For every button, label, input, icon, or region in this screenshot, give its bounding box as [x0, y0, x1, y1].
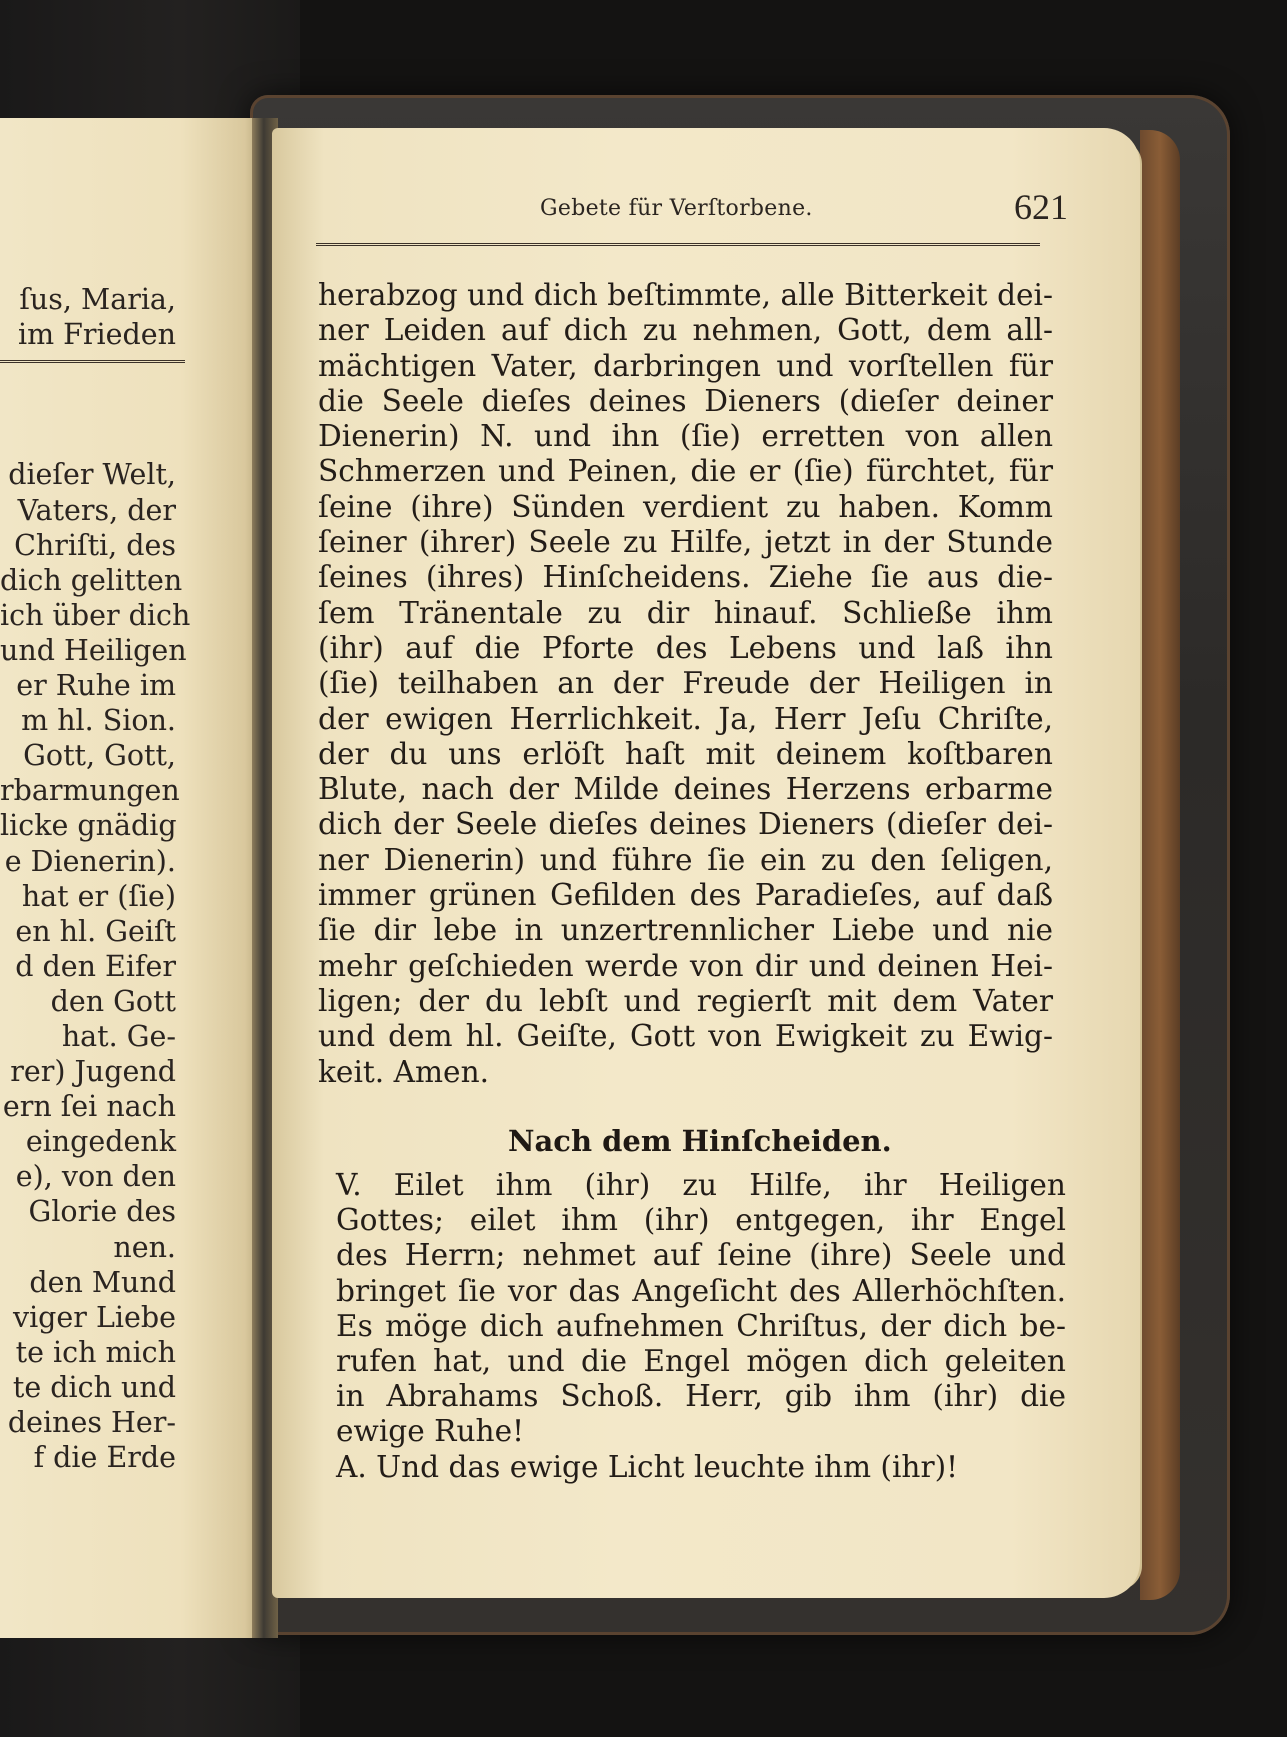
left-page-line: ern ſei nach — [2, 1090, 176, 1124]
paragraph-line: herabzog und dich beſtimmte, alle Bitterkeit dei- — [318, 278, 1053, 312]
left-page-line: m hl. Sion. — [21, 704, 176, 738]
left-page-line: ich über dich — [0, 598, 191, 632]
left-page-line: dich gelitten — [0, 563, 183, 597]
left-page-text — [0, 282, 191, 1475]
left-page-line: und Heiligen — [0, 633, 187, 667]
left-page-line: er Ruhe im — [16, 669, 176, 703]
left-page-line: viger Liebe — [12, 1300, 176, 1334]
running-head-rule — [316, 243, 1040, 246]
paragraph-line: ner Dienerin) und führe ſie ein zu den ſeligen, — [318, 842, 1053, 877]
paragraph-line: keit. Amen. — [318, 1054, 490, 1089]
left-page-line: Vaters, der — [17, 493, 176, 527]
paragraph-line: Dienerin) N. und ihn (ſie) erretten von allen — [318, 419, 1053, 454]
left-page-line: e Dienerin). — [4, 844, 176, 878]
paragraph-line: immer grünen Gefilden des Paradieſes, auf daß — [318, 878, 1053, 913]
section-line: in Abrahams Schoß. Herr, gib ihm (ihr) die — [336, 1379, 1066, 1414]
section-line: Gottes; eilet ihm (ihr) entgegen, ihr Engel — [336, 1203, 1066, 1238]
paragraph-line: ſem Tränentale zu dir hinauf. Schließe ihm — [318, 595, 1053, 630]
paragraph-line: die Seele dieſes deines Dieners (dieſer deiner — [318, 383, 1053, 418]
section-title: Nach dem Hinſcheiden. — [508, 1124, 892, 1158]
paragraph-line: ſeiner (ihrer) Seele zu Hilfe, jetzt in der Stunde — [318, 525, 1053, 560]
paragraph-line: ſie dir lebe in unzertrennlicher Liebe und nie — [318, 913, 1053, 948]
left-page-line: den Gott — [50, 984, 176, 1018]
paragraph-line: ſeine (ihre) Sünden verdient zu haben. Komm — [318, 489, 1053, 524]
paragraph-line: Blute, nach der Milde deines Herzens erbarme — [318, 772, 1053, 807]
paragraph-line: ner Leiden auf dich zu nehmen, Gott, dem all- — [318, 313, 1053, 348]
section-line: bringet ſie vor das Angeſicht des Allerhöchſten. — [336, 1273, 1066, 1308]
left-page-line — [0, 387, 176, 422]
prayer-paragraph — [318, 278, 1053, 1090]
left-page-line: im Frieden — [17, 318, 176, 352]
section-line: rufen hat, und die Engel mögen dich geleiten — [336, 1344, 1066, 1379]
section-line: Es möge dich aufnehmen Chriſtus, der dich be- — [336, 1308, 1066, 1343]
left-page-line: licke gnädig — [0, 809, 177, 843]
left-page-line: te dich und — [12, 1370, 176, 1404]
left-page-line: Chriſti, des — [14, 528, 176, 562]
left-page-line: den Mund — [29, 1265, 176, 1299]
left-page-line: dieſer Welt, — [8, 458, 176, 492]
paragraph-line: der du uns erlöſt haſt mit deinem koſtbaren — [318, 736, 1053, 771]
section-line: ewige Ruhe! — [336, 1414, 524, 1449]
left-page-line — [0, 422, 176, 457]
page-number: 621 — [1014, 187, 1068, 227]
left-page-line: f die Erde — [33, 1441, 176, 1475]
paragraph-line: (ihr) auf die Pforte des Lebens und laß ihn — [318, 630, 1053, 665]
section-line: V. Eilet ihm (ihr) zu Hilfe, ihr Heiligen — [336, 1168, 1066, 1202]
left-page-line: en hl. Geiſt — [15, 914, 176, 948]
paragraph-line: mehr geſchieden werde von dir und deinen Hei- — [318, 948, 1053, 983]
left-page-line: d den Eifer — [15, 949, 176, 983]
paragraph-line: ſeines (ihres) Hinſcheidens. Ziehe ſie aus die- — [318, 560, 1053, 595]
section-line: A. Und das ewige Licht leuchte ihm (ihr)! — [336, 1449, 959, 1484]
paragraph-line: Schmerzen und Peinen, die er (ſie) fürchtet, für — [318, 454, 1053, 489]
left-page-line: deines Her- — [7, 1406, 176, 1439]
paragraph-line: ligen; der du lebſt und regierſt mit dem Vater — [318, 983, 1053, 1018]
left-page-line: eingedenk — [25, 1125, 176, 1159]
cover-edge — [1140, 130, 1180, 1600]
paragraph-line: der ewigen Herrlichkeit. Ja, Herr Jeſu Chriſte, — [318, 701, 1053, 736]
left-page-line: hat er (ſie) — [21, 879, 176, 913]
left-page-line: e), von den — [15, 1160, 176, 1194]
left-page-line: Gott, Gott, — [23, 739, 176, 773]
running-head: Gebete für Verſtorbene. — [540, 196, 813, 221]
section-paragraph — [336, 1168, 1066, 1485]
paragraph-line: und dem hl. Geiſte, Gott von Ewigkeit zu Ewig- — [318, 1019, 1053, 1054]
left-page-line — [0, 352, 176, 387]
left-page-line: hat. Ge- — [61, 1019, 176, 1053]
paragraph-line: (ſie) teilhaben an der Freude der Heiligen in — [318, 666, 1053, 701]
paragraph-line: mächtigen Vater, darbringen und vorſtellen für — [318, 348, 1053, 383]
section-line: des Herrn; nehmet auf ſeine (ihre) Seele und — [336, 1238, 1066, 1273]
left-page-line: rer) Jugend — [10, 1055, 176, 1089]
left-page-line: ſus, Maria, — [19, 283, 176, 316]
left-page-line: rbarmungen — [0, 774, 180, 808]
left-page-line: Glorie des — [28, 1195, 176, 1229]
paragraph-line: dich der Seele dieſes deines Dieners (dieſer dei- — [318, 807, 1053, 842]
left-page-line: nen. — [113, 1230, 176, 1264]
left-page-line: te ich mich — [15, 1335, 176, 1369]
